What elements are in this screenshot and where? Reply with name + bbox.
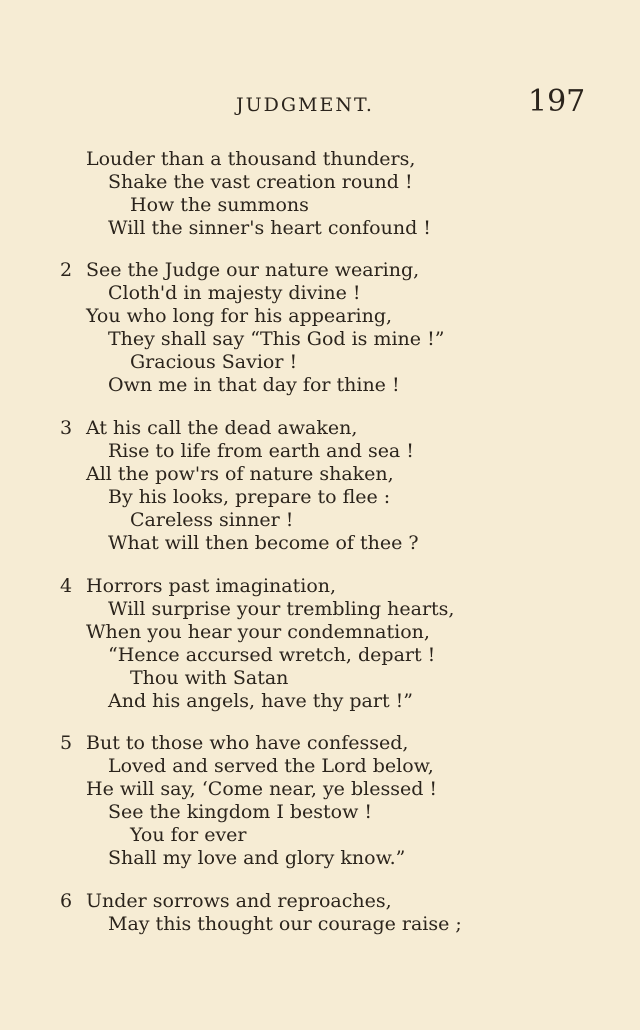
running-title: JUDGMENT. — [236, 94, 374, 116]
verse-line: Careless sinner ! — [130, 509, 294, 531]
verse-line: Rise to life from earth and sea ! — [108, 440, 414, 462]
verse-line: Louder than a thousand thunders, — [86, 148, 416, 170]
verse-line — [60, 417, 640, 440]
stanza-3 — [0, 417, 640, 555]
verse-line — [60, 259, 640, 282]
stanza-number: 5 — [60, 732, 73, 754]
verse-line: “Hence accursed wretch, depart ! — [108, 644, 436, 666]
stanza-6 — [0, 890, 640, 936]
verse-line: What will then become of thee ? — [108, 532, 419, 554]
verse-line: They shall say “This God is mine !” — [108, 328, 445, 350]
stanza-5 — [0, 732, 640, 870]
verse-line: Shake the vast creation round ! — [108, 171, 413, 193]
verse-line: All the pow'rs of nature shaken, — [86, 463, 394, 485]
stanza-1 — [0, 148, 640, 240]
verse-line: How the summons — [130, 194, 309, 216]
page-number: 197 — [528, 84, 586, 119]
stanza-number: 2 — [60, 259, 73, 281]
verse-line: Shall my love and glory know.” — [108, 847, 406, 869]
verse-line: May this thought our courage raise ; — [108, 913, 462, 935]
stanza-number: 3 — [60, 417, 73, 439]
verse-line — [60, 890, 640, 913]
verse-line: You who long for his appearing, — [86, 305, 393, 327]
verse-line: And his angels, have thy part !” — [108, 690, 413, 712]
verse-line: Thou with Satan — [130, 667, 289, 689]
verse-line: Gracious Savior ! — [130, 351, 298, 373]
verse-text: At his call the dead awaken, — [86, 417, 358, 439]
stanza-number: 4 — [60, 575, 73, 597]
verse-line: Loved and served the Lord below, — [108, 755, 434, 777]
verse-line: Own me in that day for thine ! — [108, 374, 400, 396]
verse-text: But to those who have confessed, — [86, 732, 409, 754]
verse-text: Horrors past imagination, — [86, 575, 337, 597]
verse-line: When you hear your condemnation, — [86, 621, 430, 643]
verse-text: Under sorrows and reproaches, — [86, 890, 392, 912]
verse-line — [60, 575, 640, 598]
verse-line: Will the sinner's heart confound ! — [108, 217, 431, 239]
verse-line: By his looks, prepare to flee : — [108, 486, 391, 508]
verse-line: Will surprise your trembling hearts, — [108, 598, 455, 620]
verse-line: He will say, ‘Come near, ye blessed ! — [86, 778, 438, 800]
stanza-4 — [0, 575, 640, 713]
verse-line: You for ever — [130, 824, 247, 846]
verse-line — [60, 732, 640, 755]
stanza-2 — [0, 259, 640, 397]
verse-line: See the kingdom I bestow ! — [108, 801, 373, 823]
verse-line: Cloth'd in majesty divine ! — [108, 282, 361, 304]
verse-text: See the Judge our nature wearing, — [86, 259, 420, 281]
stanza-number: 6 — [60, 890, 73, 912]
